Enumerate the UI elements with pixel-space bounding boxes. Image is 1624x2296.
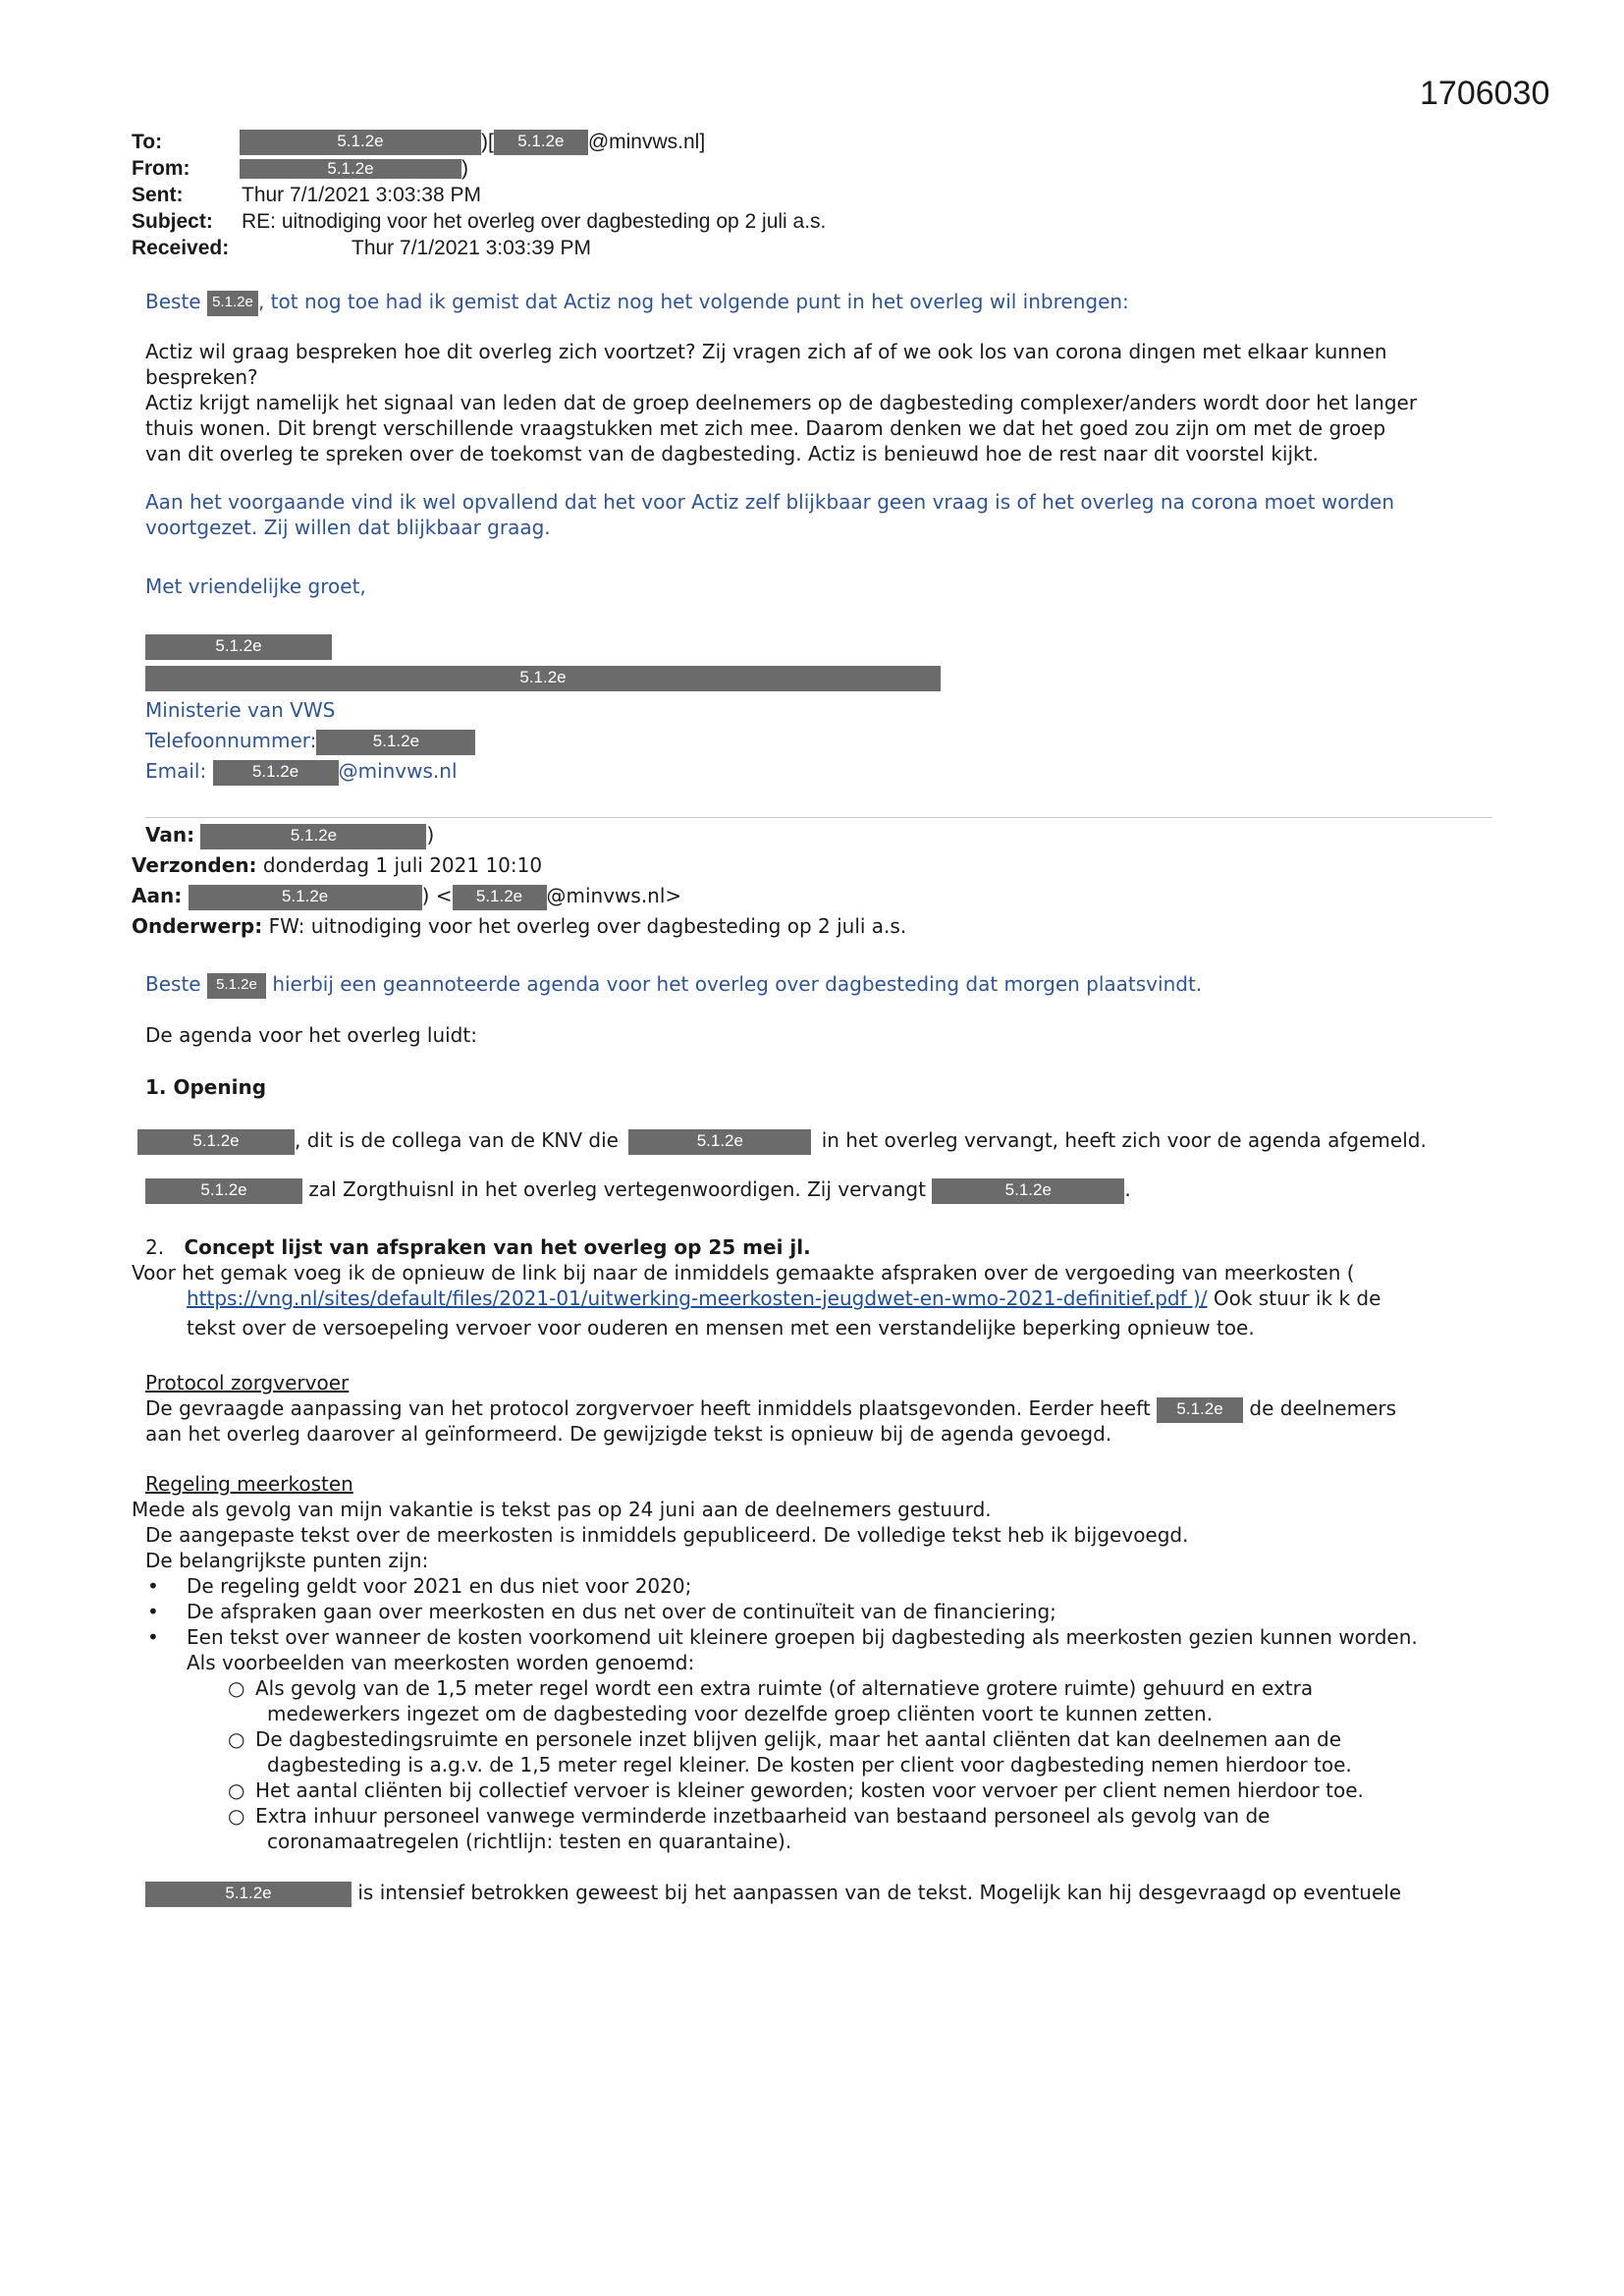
bullet-dot: • <box>147 1574 159 1598</box>
greeting-rest: , tot nog toe had ik gemist dat Actiz nog het volgende punt in het overleg wil inbrengen: <box>257 290 1129 313</box>
verzonden-label: Verzonden: <box>132 853 257 877</box>
redaction: 5.1.2e <box>207 291 258 316</box>
redaction: 5.1.2e <box>145 666 941 691</box>
final-line-text: is intensief betrokken geweest bij het aanpassen van de tekst. Mogelijk kan hij desgevraagd op eventuele <box>357 1881 1402 1904</box>
phone-label: Telefoonnummer: <box>145 729 317 752</box>
meerkosten-link[interactable]: https://vng.nl/sites/default/files/2021-01/uitwerking-meerkosten-jeugdwet-en-wmo-2021-definitief.pdf )/ <box>187 1286 1208 1310</box>
redaction: 5.1.2e <box>240 159 461 179</box>
gemak-line1: Voor het gemak voeg ik de opnieuw de link bij naar de inmiddels gemaakte afspraken over de vergoeding van meerkosten ( <box>132 1261 1355 1285</box>
from-value <box>240 156 468 182</box>
sent-value: Thur 7/1/2021 3:03:38 PM <box>242 184 481 206</box>
greeting-word: Beste <box>145 972 201 996</box>
fw-onderwerp-line <box>132 913 906 939</box>
sub-bullet-item: Extra inhuur personeel vanwege verminderde inzetbaarheid van bestaand personeel als gevolg van de <box>255 1804 1271 1828</box>
redaction: 5.1.2e <box>207 973 266 999</box>
sub-bullet-item-cont: medewerkers ingezet om de dagbesteding voor dezelfde groep cliënten voort te kunnen zetten. <box>267 1702 1214 1725</box>
redaction: 5.1.2e <box>145 634 332 660</box>
bullet-item: De regeling geldt voor 2021 en dus niet voor 2020; <box>187 1574 692 1598</box>
item2-number: 2. <box>145 1235 165 1259</box>
to-label: To: <box>132 131 163 153</box>
opening-line1 <box>137 1127 1427 1155</box>
signature-phone <box>145 728 475 755</box>
subject-label: Subject: <box>132 210 213 233</box>
reply-para1-line2: bespreken? <box>145 365 258 389</box>
redaction: 5.1.2e <box>316 730 475 755</box>
from-separator: ) <box>461 157 468 180</box>
van-label: Van: <box>145 823 195 847</box>
redaction: 5.1.2e <box>494 130 588 155</box>
redaction: 5.1.2e <box>189 885 422 910</box>
opening2-a: zal Zorgthuisnl in het overleg vertegenwoordigen. Zij vervangt <box>308 1177 926 1201</box>
sub-bullet-circle: ○ <box>228 1804 245 1828</box>
reply-para2-line2: voortgezet. Zij willen dat blijkbaar graag. <box>145 516 551 539</box>
to-line <box>132 130 162 155</box>
redaction: 5.1.2e <box>200 824 426 849</box>
to-separator: )[ <box>481 131 494 153</box>
regeling-line1: Mede als gevolg van mijn vakantie is tekst pas op 24 juni aan de deelnemers gestuurd. <box>132 1498 992 1521</box>
received-value: Thur 7/1/2021 3:03:39 PM <box>352 237 591 259</box>
aan-label: Aan: <box>132 884 183 907</box>
redaction: 5.1.2e <box>1157 1397 1243 1423</box>
signature-email <box>145 758 458 786</box>
sub-bullet-circle: ○ <box>228 1778 245 1802</box>
document-id: 1706030 <box>1420 75 1550 112</box>
protocol-line1-b: de deelnemers <box>1249 1396 1397 1420</box>
agenda-item-opening: 1. Opening <box>145 1075 267 1099</box>
agenda-intro: De agenda voor het overleg luidt: <box>145 1023 477 1047</box>
fw-greeting <box>145 971 1202 999</box>
protocol-title: Protocol zorgvervoer <box>145 1371 350 1394</box>
sub-bullet-item: De dagbestedingsruimte en personele inzet blijven gelijk, maar het aantal cliënten dat kan deelnemen aan de <box>255 1727 1342 1751</box>
redaction: 5.1.2e <box>453 885 547 910</box>
sent-line <box>132 183 184 208</box>
from-line <box>132 156 190 182</box>
onderwerp-label: Onderwerp: <box>132 914 263 938</box>
regeling-line3: De belangrijkste punten zijn: <box>145 1549 429 1572</box>
reply-para1-line5: van dit overleg te spreken over de toekomst van de dagbesteding. Actiz is benieuwd hoe de rest naar dit voorstel kijkt. <box>145 442 1319 465</box>
protocol-line1-a: De gevraagde aanpassing van het protocol zorgvervoer heeft inmiddels plaatsgevonden. Eerder heeft <box>145 1396 1151 1420</box>
redaction: 5.1.2e <box>240 130 481 155</box>
sub-bullet-circle: ○ <box>228 1676 245 1700</box>
reply-para1-line4: thuis wonen. Dit brengt verschillende vraagstukken met zich mee. Daarom denken we dat het goed zou zijn om met de groep <box>145 416 1386 440</box>
signature-ministry: Ministerie van VWS <box>145 698 336 722</box>
reply-closing: Met vriendelijke groet, <box>145 574 366 598</box>
greeting-word: Beste <box>145 290 201 313</box>
divider <box>145 817 1492 818</box>
received-line <box>132 236 229 261</box>
gemak-line2-rest: Ook stuur ik k de <box>1207 1286 1381 1310</box>
opening1-a: , dit is de collega van de KNV die <box>295 1128 619 1152</box>
bullet3-continuation: Als voorbeelden van meerkosten worden genoemd: <box>187 1651 695 1674</box>
aan-sep: ) < <box>421 884 453 907</box>
redaction: 5.1.2e <box>213 760 339 786</box>
regeling-title: Regeling meerkosten <box>145 1472 353 1496</box>
redaction: 5.1.2e <box>932 1178 1124 1204</box>
reply-greeting <box>145 289 1129 316</box>
subject-line <box>132 209 213 235</box>
fw-van-line <box>145 822 434 849</box>
redaction: 5.1.2e <box>628 1129 811 1155</box>
from-label: From: <box>132 157 190 180</box>
bullet-item: Een tekst over wanneer de kosten voorkomend uit kleinere groepen bij dagbesteding als meerkosten gezien kunnen worden. <box>187 1625 1418 1649</box>
to-suffix: @minvws.nl] <box>587 131 706 153</box>
opening-line2 <box>145 1176 1131 1204</box>
reply-para2-line1: Aan het voorgaande vind ik wel opvallend dat het voor Actiz zelf blijkbaar geen vraag is of het overleg na corona moet worden <box>145 490 1395 514</box>
reply-para1-line1: Actiz wil graag bespreken hoe dit overleg zich voortzet? Zij vragen zich af of we ook los van corona dingen met elkaar kunnen <box>145 340 1387 363</box>
signature-title-redaction <box>145 666 941 691</box>
bullet-dot: • <box>147 1600 159 1623</box>
gemak-line2 <box>187 1285 1380 1311</box>
regeling-line2: De aangepaste tekst over de meerkosten is inmiddels gepubliceerd. De volledige tekst heb ik bijgevoegd. <box>145 1523 1189 1547</box>
protocol-line1 <box>145 1395 1396 1423</box>
verzonden-value: donderdag 1 juli 2021 10:10 <box>262 853 543 877</box>
sub-bullet-circle: ○ <box>228 1727 245 1751</box>
sub-bullet-item-cont: dagbesteding is a.g.v. de 1,5 meter regel kleiner. De kosten per client voor dagbesteding nemen hierdoor toe. <box>267 1753 1352 1777</box>
email-suffix: @minvws.nl <box>338 759 458 783</box>
opening1-b: in het overleg vervangt, heeft zich voor de agenda afgemeld. <box>821 1128 1427 1152</box>
sub-bullet-item: Het aantal cliënten bij collectief vervoer is kleiner geworden; kosten voor vervoer per client nemen hierdoor toe. <box>255 1778 1364 1802</box>
subject-value: RE: uitnodiging voor het overleg over dagbesteding op 2 juli a.s. <box>242 210 827 233</box>
sub-bullet-item: Als gevolg van de 1,5 meter regel wordt een extra ruimte (of alternatieve grotere ruimte) gehuurd en extra <box>255 1676 1314 1700</box>
signature-name-redaction <box>145 634 332 660</box>
aan-suffix: @minvws.nl> <box>546 884 682 907</box>
van-sep: ) <box>426 823 435 847</box>
fw-aan-line <box>132 883 681 910</box>
agenda-item-concept <box>145 1234 811 1260</box>
sub-bullet-item-cont: coronamaatregelen (richtlijn: testen en quarantaine). <box>267 1830 792 1853</box>
redaction: 5.1.2e <box>145 1178 302 1204</box>
email-label: Email: <box>145 759 207 783</box>
reply-para1-line3: Actiz krijgt namelijk het signaal van leden dat de groep deelnemers op de dagbesteding complexer/anders wordt door het langer <box>145 391 1418 414</box>
gemak-line3: tekst over de versoepeling vervoer voor ouderen en mensen met een verstandelijke beperking opnieuw toe. <box>187 1316 1255 1339</box>
opening2-b: . <box>1124 1177 1131 1201</box>
fw-verzonden-line <box>132 852 542 878</box>
received-label: Received: <box>132 237 230 259</box>
sent-label: Sent: <box>132 184 184 206</box>
bullet-item: De afspraken gaan over meerkosten en dus net over de continuïteit van de financiering; <box>187 1600 1056 1623</box>
bullet-dot: • <box>147 1625 159 1649</box>
to-value <box>240 130 705 155</box>
final-line <box>145 1880 1401 1907</box>
redaction: 5.1.2e <box>145 1882 352 1907</box>
greeting-rest: hierbij een geannoteerde agenda voor het overleg over dagbesteding dat morgen plaatsvindt. <box>272 972 1203 996</box>
protocol-line2: aan het overleg daarover al geïnformeerd. De gewijzigde tekst is opnieuw bij de agenda gevoegd. <box>145 1422 1112 1446</box>
redaction: 5.1.2e <box>137 1129 295 1155</box>
item2-title: Concept lijst van afspraken van het overleg op 25 mei jl. <box>184 1235 811 1259</box>
onderwerp-value: FW: uitnodiging voor het overleg over dagbesteding op 2 juli a.s. <box>268 914 907 938</box>
